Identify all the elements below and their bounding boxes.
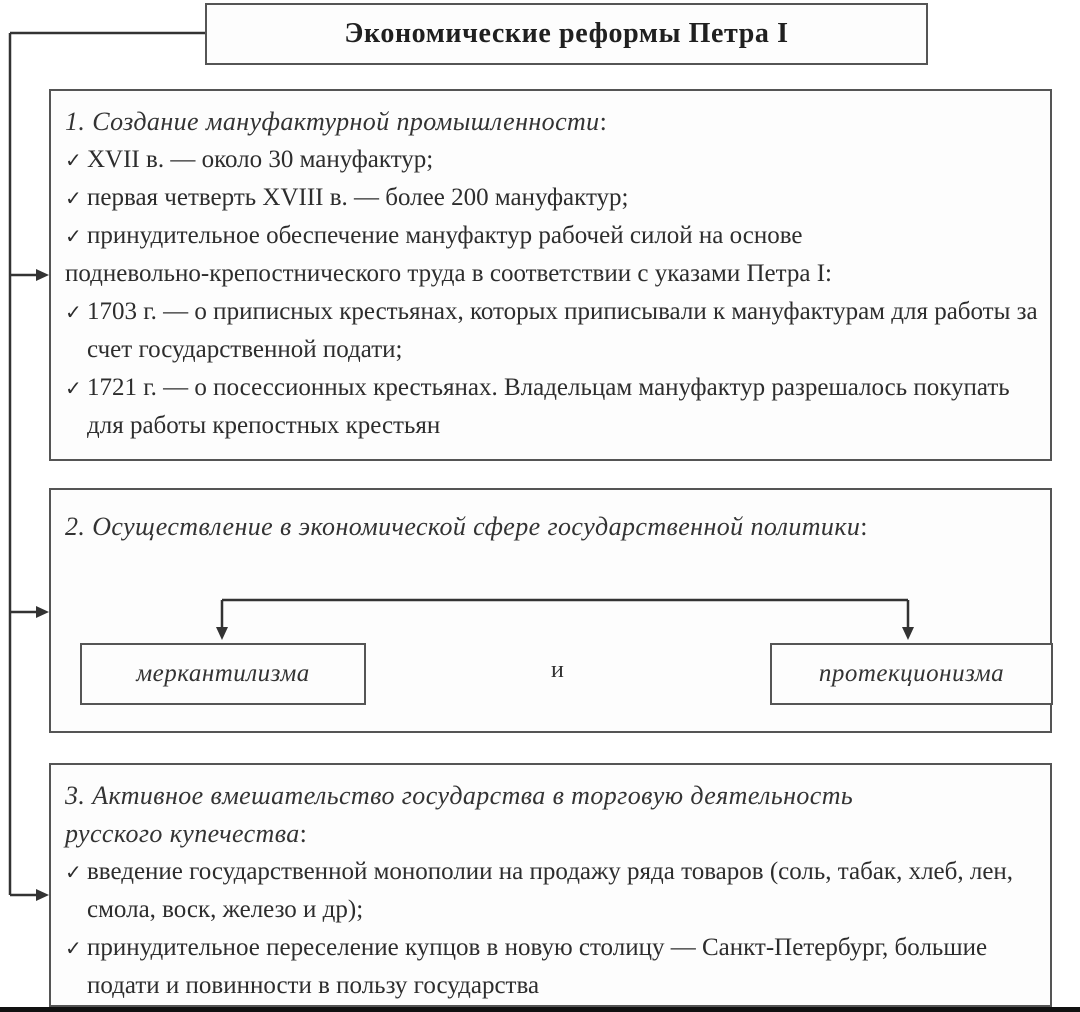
check-icon: ✓: [65, 186, 82, 210]
arrowhead-right-sub: [902, 627, 914, 640]
mercantilism-box: меркантилизма: [80, 643, 366, 705]
list-item: ✓ XVII в. — около 30 мануфактур;: [65, 141, 1040, 179]
section-1-heading-text: Создание мануфактурной промышленности: [92, 107, 600, 136]
section-1-heading-suffix: :: [599, 107, 608, 136]
bottom-edge-bar: [0, 1007, 1080, 1012]
list-item: ✓ принудительное обеспечение мануфактур рабочей силой на основе: [65, 217, 1040, 255]
check-icon: ✓: [65, 376, 82, 400]
protectionism-box: протекционизма: [770, 643, 1053, 705]
check-icon: ✓: [65, 148, 82, 172]
section-2: [49, 488, 1052, 733]
section-1-heading: [65, 103, 1040, 141]
section-2-heading-suffix: :: [860, 512, 868, 541]
section-3-heading-text: Активное вмешательство государства в торговую деятельность русского купечества: [65, 781, 854, 848]
check-icon: ✓: [65, 224, 82, 248]
list-item: ✓ 1721 г. — о посессионных крестьянах. Владельцам мануфактур разрешалось покупать для работы крепостных крестьян: [65, 369, 1040, 445]
section-3: [49, 763, 1052, 1007]
list-item: ✓ введение государственной монополии на продажу ряда товаров (соль, табак, хлеб, лен, смола, воск, железо и др);: [65, 853, 1040, 929]
list-item: ✓ принудительное переселение купцов в новую столицу — Санкт-Петербург, большие подати и повинности в пользу государства: [65, 929, 1040, 1005]
section-1-number: 1.: [65, 107, 93, 136]
check-icon: ✓: [65, 860, 82, 884]
title-box: [205, 3, 928, 65]
arrowhead-left-sub: [216, 627, 228, 640]
section-3-heading-suffix: :: [299, 819, 308, 848]
conjunction-label: и: [551, 657, 564, 683]
check-icon: ✓: [65, 300, 82, 324]
arrowhead-section-2: [36, 606, 49, 618]
list-item: ✓ 1703 г. — о приписных крестьянах, которых приписывали к мануфактурам для работы за счет государственной подати;: [65, 293, 1040, 369]
section-1: [49, 89, 1052, 461]
page-title: Экономические реформы Петра I: [344, 18, 789, 49]
list-item: ✓ первая четверть XVIII в. — более 200 мануфактур;: [65, 179, 1040, 217]
section-3-number: 3.: [65, 781, 93, 810]
section-3-heading: [65, 777, 885, 853]
arrowhead-section-3: [36, 889, 49, 901]
arrowhead-section-1: [36, 269, 49, 281]
section-2-heading-text: Осуществление в экономической сфере государственной политики: [92, 512, 861, 541]
check-icon: ✓: [65, 936, 82, 960]
section-1-continuation: подневольно-крепостнического труда в соответствии с указами Петра I:: [65, 260, 832, 287]
section-2-number: 2.: [65, 512, 93, 541]
